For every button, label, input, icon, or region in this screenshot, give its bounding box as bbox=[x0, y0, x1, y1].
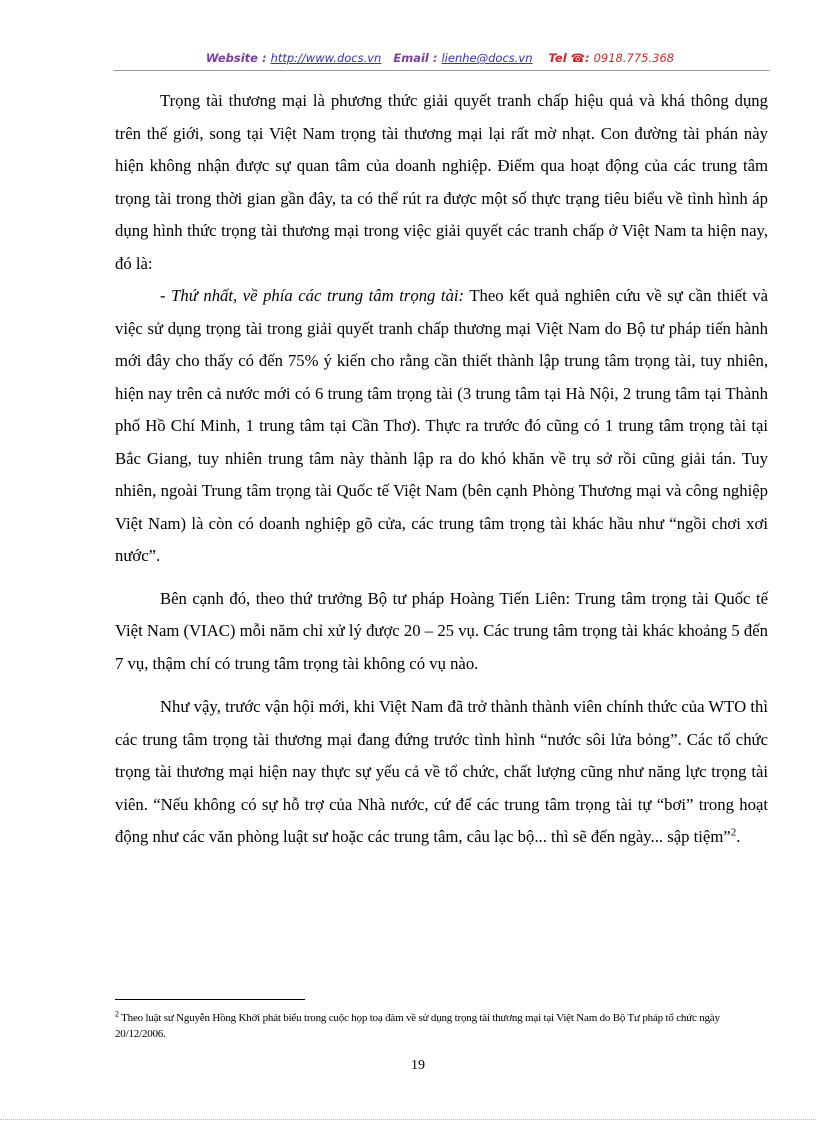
footnote-reference[interactable]: 2 bbox=[730, 826, 737, 839]
footnote-text: Theo luật sư Nguyễn Hồng Khởi phát biểu trong cuộc họp toạ đàm về sử dụng trọng tài thương mại tại Việt Nam do Bộ Tư pháp tổ chức ngày 20/12/2006. bbox=[115, 1012, 720, 1040]
paragraph-intro: Trọng tài thương mại là phương thức giải quyết tranh chấp hiệu quả và khá thông dụng trên thế giới, song tại Việt Nam trọng tài thương mại lại rất mờ nhạt. Con đường tài phán này hiện không nhận được sự quan tâm của doanh nghiệp. Điểm qua hoạt động của các trung tâm trọng tài trong thời gian gần đây, ta có thể rút ra được một số thực trạng tiêu biểu về tình hình áp dụng hình thức trọng tài thương mại trong việc giải quyết các tranh chấp ở Việt Nam ta hiện nay, đó là: bbox=[115, 91, 768, 273]
tel-number: 0918.775.368 bbox=[593, 51, 675, 65]
phone-icon: ☎ bbox=[570, 51, 585, 65]
page-number: 19 bbox=[411, 1058, 425, 1073]
paragraph-viac: Bên cạnh đó, theo thứ trưởng Bộ tư pháp Hoàng Tiến Liên: Trung tâm trọng tài Quốc tế Việt Nam (VIAC) mỗi năm chỉ xử lý được 20 – 25 vụ. Các trung tâm trọng tài khác khoảng 5 đến 7 vụ, thậm chí có trung tâm trọng tài không có vụ nào. bbox=[115, 588, 768, 673]
email-label: Email : bbox=[393, 51, 438, 65]
tel-colon: : bbox=[584, 51, 590, 65]
footnote bbox=[115, 1010, 765, 1042]
page-bottom-border bbox=[0, 1119, 816, 1120]
tel-label: Tel bbox=[548, 51, 567, 65]
footnote-number: 2 bbox=[115, 1009, 119, 1019]
header-divider bbox=[114, 70, 770, 71]
website-link[interactable]: http://www.docs.vn bbox=[270, 51, 382, 65]
point-text: Theo kết quả nghiên cứu về sự cần thiết và việc sử dụng trọng tài trong giải quyết tranh chấp thương mại Việt Nam do Bộ tư pháp tiến hành mới đây cho thấy có đến 75% ý kiến cho rằng cần thiết thành lập trung tâm trọng tài, tuy nhiên, hiện nay trên cả nước mới có 6 trung tâm trọng tài (3 trung tâm tại Hà Nội, 2 trung tâm tại Thành phố Hồ Chí Minh, 1 trung tâm tại Cần Thơ). Thực ra trước đó cũng có 1 trung tâm trọng tài tại Bắc Giang, tuy nhiên trung tâm này thành lập ra do khó khăn về trụ sở rồi cũng giải tán. Tuy nhiên, ngoài Trung tâm trọng tài Quốc tế Việt Nam (bên cạnh Phòng Thương mại và công nghiệp Việt Nam) là còn có doanh nghiệp gõ cửa, các trung tâm trọng tài khác hầu như “ngồi chơi xơi nước”. bbox=[115, 286, 768, 565]
conclusion-period: . bbox=[736, 827, 741, 846]
point-heading: Thứ nhất, về phía các trung tâm trọng tài: bbox=[171, 286, 465, 305]
page-header bbox=[110, 51, 770, 65]
document-body bbox=[115, 85, 768, 854]
email-link[interactable]: lienhe@docs.vn bbox=[441, 51, 533, 65]
paragraph-conclusion bbox=[115, 691, 768, 854]
conclusion-text: Như vậy, trước vận hội mới, khi Việt Nam đã trở thành thành viên chính thức của WTO thì các trung tâm trọng tài thương mại đang đứng trước tình hình “nước sôi lửa bỏng”. Các tổ chức trọng tài thương mại hiện nay thực sự yếu cả về tổ chức, chất lượng cũng như năng lực trọng tài viên. “Nếu không có sự hỗ trợ của Nhà nước, cứ để các trung tâm trọng tài tự “bơi” trong hoạt động như các văn phòng luật sư hoặc các trung tâm, câu lạc bộ... thì sẽ đến ngày... sập tiệm” bbox=[115, 697, 768, 846]
footnote-divider bbox=[115, 999, 305, 1000]
website-label: Website : bbox=[205, 51, 267, 65]
list-dash: - bbox=[160, 286, 172, 305]
paragraph-first-point bbox=[115, 280, 768, 573]
